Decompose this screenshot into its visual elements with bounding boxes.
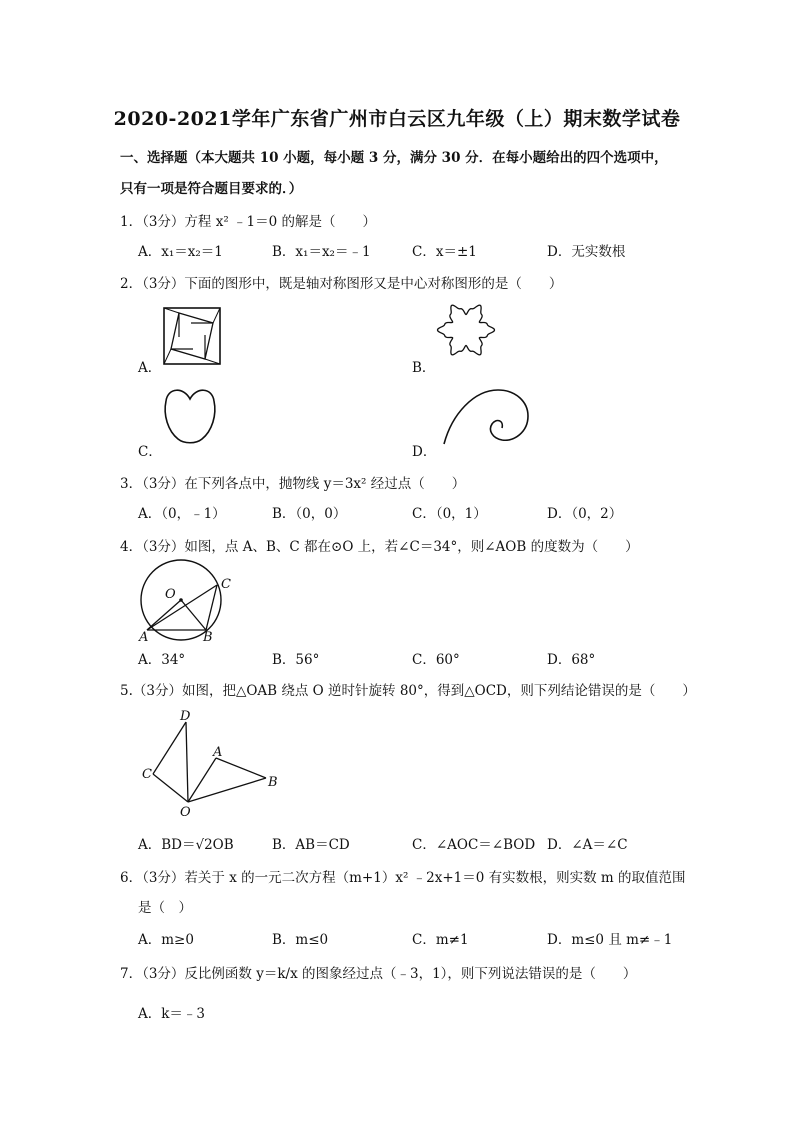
- question-3-option-a[interactable]: A．（0，﹣1）: [138, 506, 226, 522]
- question-1-option-b[interactable]: B．x₁＝x₂＝﹣1: [272, 244, 371, 260]
- question-2-option-a[interactable]: A．: [138, 360, 162, 376]
- question-4-option-a[interactable]: A．34°: [138, 652, 186, 668]
- question-2-option-d[interactable]: D．: [412, 444, 437, 460]
- question-6-option-d[interactable]: D．m≤0 且 m≠﹣1: [547, 932, 673, 948]
- figure-rotated-triangles: [138, 708, 288, 820]
- figure-spiral: [440, 382, 532, 448]
- question-3-option-b[interactable]: B．（0，0）: [272, 506, 347, 522]
- question-6-stem-continued: 是（ ）: [138, 900, 192, 916]
- question-3-option-c[interactable]: C．（0，1）: [412, 506, 487, 522]
- question-6-stem: 6．（3分）若关于 x 的一元二次方程（m+1）x² ﹣2x+1＝0 有实数根，则实数 m 的取值范围: [120, 870, 686, 886]
- question-5-option-b[interactable]: B．AB＝CD: [272, 837, 350, 853]
- figure-heart-circle: [162, 385, 218, 447]
- question-3-stem: 3．（3分）在下列各点中，抛物线 y＝3x² 经过点（ ）: [120, 476, 466, 492]
- label-o: O: [165, 587, 176, 602]
- question-1-option-a[interactable]: A．x₁＝x₂＝1: [138, 244, 223, 260]
- question-5-option-d[interactable]: D．∠A＝∠C: [547, 837, 628, 853]
- figure-snowflake: [436, 300, 496, 360]
- question-4-option-c[interactable]: C．60°: [412, 652, 460, 668]
- label-b: B: [268, 775, 278, 790]
- question-2-stem: 2．（3分）下面的图形中，既是轴对称图形又是中心对称图形的是（ ）: [120, 276, 563, 292]
- question-1-option-c[interactable]: C．x＝±1: [412, 244, 477, 260]
- question-5-option-c[interactable]: C．∠AOC＝∠BOD: [412, 837, 536, 853]
- question-1-option-d[interactable]: D．无实数根: [547, 244, 626, 260]
- label-d: D: [180, 709, 191, 724]
- question-4-stem: 4．（3分）如图，点 A、B、C 都在⊙O 上，若∠C＝34°，则∠AOB 的度数为（ ）: [120, 539, 639, 555]
- question-2-option-c[interactable]: C．: [138, 444, 162, 460]
- label-c: C: [221, 577, 231, 592]
- figure-square-pinwheel: [163, 307, 221, 365]
- label-b: B: [203, 630, 213, 645]
- label-a: A: [213, 745, 223, 760]
- section-heading-line1: 一、选择题（本大题共 10 小题，每小题 3 分，满分 30 分．在每小题给出的四个选项中，: [120, 150, 668, 166]
- figure-circle-triangle: [133, 560, 243, 644]
- question-6-option-a[interactable]: A．m≥0: [138, 932, 194, 948]
- question-2-option-b[interactable]: B．: [412, 360, 436, 376]
- question-6-option-b[interactable]: B．m≤0: [272, 932, 329, 948]
- question-3-option-d[interactable]: D．（0，2）: [547, 506, 623, 522]
- question-7-stem: 7．（3分）反比例函数 y＝k/x 的图象经过点（﹣3，1），则下列说法错误的是（ ）: [120, 966, 637, 982]
- section-heading-line2: 只有一项是符合题目要求的．）: [120, 181, 303, 197]
- question-7-option-a[interactable]: A．k＝﹣3: [138, 1006, 206, 1022]
- question-4-option-d[interactable]: D．68°: [547, 652, 596, 668]
- label-a: A: [139, 630, 149, 645]
- question-5-stem: 5.（3分）如图，把△OAB 绕点 O 逆时针旋转 80°，得到△OCD，则下列结论错误的是（ ）: [120, 683, 696, 699]
- question-5-option-a[interactable]: A．BD＝√2OB: [138, 837, 234, 853]
- page-title: 2020-2021学年广东省广州市白云区九年级（上）期末数学试卷: [113, 108, 681, 130]
- label-c: C: [142, 767, 152, 782]
- question-4-option-b[interactable]: B．56°: [272, 652, 320, 668]
- question-1-stem: 1．（3分）方程 x² ﹣1＝0 的解是（ ）: [120, 214, 377, 230]
- question-6-option-c[interactable]: C．m≠1: [412, 932, 469, 948]
- label-o: O: [180, 805, 191, 820]
